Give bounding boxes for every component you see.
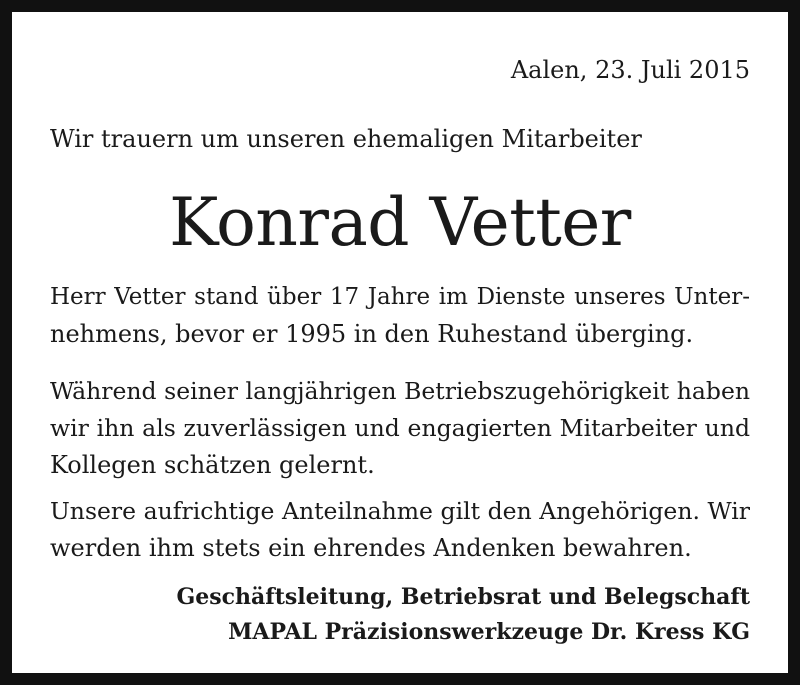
- deceased-name: Konrad Vetter: [169, 184, 631, 261]
- intro-text: Wir trauern um unseren ehemaligen Mitarbeiter: [50, 125, 642, 153]
- paragraph-line: nehmens, bevor er 1995 in den Ruhestand überging.: [50, 320, 694, 348]
- signature-line-company: MAPAL Präzisionswerkzeuge Dr. Kress KG: [228, 619, 750, 645]
- paragraph-appreciation: [50, 373, 750, 484]
- paragraph-line: werden ihm stets ein ehrendes Andenken bewahren.: [50, 534, 692, 562]
- notice-date: Aalen, 23. Juli 2015: [510, 56, 750, 84]
- paragraph-line: Während seiner langjährigen Betriebszugehörigkeit haben: [50, 377, 750, 405]
- paragraph-condolence: [50, 493, 750, 567]
- signature-line-staff: Geschäftsleitung, Betriebsrat und Belegschaft: [176, 584, 750, 610]
- paragraph-line: Herr Vetter stand über 17 Jahre im Dienste unseres Unter-: [50, 284, 750, 310]
- paragraph-line: wir ihn als zuverlässigen und engagierten Mitarbeiter und: [50, 414, 750, 442]
- paragraph-line: Unsere aufrichtige Anteilnahme gilt den Angehörigen. Wir: [50, 497, 750, 525]
- paragraph-service: [50, 279, 750, 353]
- paragraph-line: Kollegen schätzen gelernt.: [50, 451, 375, 479]
